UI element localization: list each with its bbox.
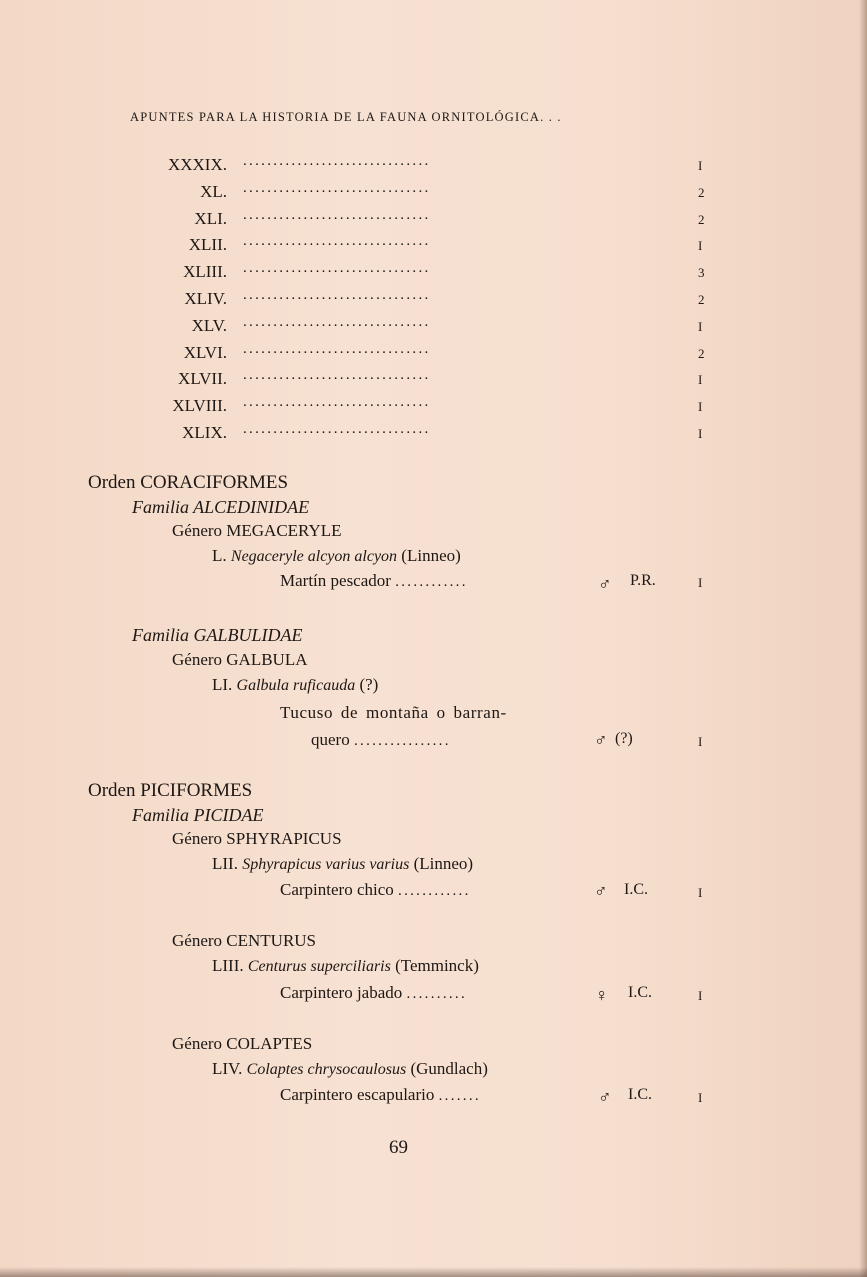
dot-leader: ............................... [243, 314, 431, 330]
roman-list-row [0, 155, 867, 179]
species-line [212, 546, 461, 566]
specimen-count: 2 [698, 346, 705, 361]
species-number: L. [212, 546, 227, 565]
common-name-line [311, 730, 451, 750]
dot-leader: ............................... [243, 341, 431, 357]
specimen-count: I [698, 575, 703, 590]
sex-symbol: ♂ [598, 574, 612, 594]
dot-leader: ............................... [243, 394, 431, 410]
roman-numeral: XLII. [188, 235, 227, 254]
specimen-count: I [698, 1090, 703, 1105]
common-name: Carpintero escapulario [280, 1085, 435, 1104]
sex-symbol: ♂ [594, 730, 608, 750]
specimen-count: I [698, 319, 703, 334]
species-name: Galbula ruficauda [236, 677, 356, 694]
roman-list-row [0, 209, 867, 233]
sex-symbol: ♂ [594, 881, 608, 901]
roman-list-row [0, 423, 867, 447]
dot-leader: ............................... [243, 367, 431, 383]
genus-heading: Género SPHYRAPICUS [172, 829, 342, 848]
common-name-line [280, 880, 471, 900]
roman-list-row [0, 289, 867, 313]
roman-list-row [0, 369, 867, 393]
roman-list-row [0, 396, 867, 420]
specimen-count: I [698, 988, 703, 1003]
order-heading: Orden PICIFORMES [88, 780, 253, 801]
dot-leader: ............................... [243, 233, 431, 249]
running-head: APUNTES PARA LA HISTORIA DE LA FAUNA ORNITOLÓGICA. . . [130, 110, 562, 124]
specimen-count: I [698, 238, 703, 253]
species-name: Negaceryle alcyon alcyon [230, 548, 398, 565]
common-name: Carpintero chico [280, 880, 394, 899]
common-name-continued: quero [311, 730, 350, 749]
dot-leader: ............ [395, 574, 468, 590]
specimen-count: I [698, 885, 703, 900]
species-line [212, 1059, 488, 1079]
roman-numeral: XL. [200, 182, 227, 201]
specimen-count: I [698, 158, 703, 173]
roman-numeral: XLV. [191, 316, 227, 335]
common-name-line [280, 983, 467, 1003]
dot-leader: ............................... [243, 153, 431, 169]
roman-numeral: XLVII. [178, 369, 227, 388]
genus-heading: Género GALBULA [172, 650, 308, 669]
genus-heading: Género MEGACERYLE [172, 521, 342, 540]
specimen-count: 3 [698, 265, 705, 280]
specimen-count: I [698, 399, 703, 414]
dot-leader: ................ [353, 733, 451, 749]
species-number: LIII. [212, 956, 244, 975]
species-line [212, 956, 479, 976]
species-name: Centurus superciliaris [247, 958, 391, 975]
common-name: Carpintero jabado [280, 983, 403, 1002]
roman-numeral: XLIX. [182, 423, 227, 442]
species-number: LII. [212, 854, 238, 873]
locality: I.C. [624, 881, 648, 898]
specimen-count: 2 [698, 185, 705, 200]
species-line [212, 675, 378, 695]
dot-leader: .......... [406, 986, 468, 1002]
roman-numeral: XLVI. [183, 343, 227, 362]
dot-leader: ............................... [243, 207, 431, 223]
sex-symbol: ♀ [595, 985, 609, 1005]
dot-leader: ....... [438, 1088, 481, 1104]
specimen-count: 2 [698, 292, 705, 307]
order-heading: Orden CORACIFORMES [88, 472, 289, 493]
family-heading: Familia ALCEDINIDAE [132, 497, 310, 517]
specimen-count: I [698, 372, 703, 387]
family-heading: Familia GALBULIDAE [132, 625, 303, 645]
genus-heading: Género CENTURUS [172, 931, 317, 950]
species-author: (?) [359, 675, 379, 694]
roman-numeral: XLVIII. [172, 396, 227, 415]
common-name-line [280, 1085, 481, 1105]
dot-leader: ............................... [243, 287, 431, 303]
roman-list-row [0, 182, 867, 206]
locality: I.C. [628, 1086, 652, 1103]
dot-leader: ............................... [243, 180, 431, 196]
roman-list-row [0, 235, 867, 259]
dot-leader: ............ [398, 883, 471, 899]
roman-numeral: XLI. [194, 209, 227, 228]
dot-leader: ............................... [243, 421, 431, 437]
roman-list-row [0, 262, 867, 286]
species-line [212, 854, 473, 874]
dot-leader: ............................... [243, 260, 431, 276]
specimen-count: I [698, 426, 703, 441]
roman-numeral: XLIII. [183, 262, 227, 281]
roman-numeral: XXXIX. [167, 155, 227, 174]
species-number: LIV. [212, 1059, 243, 1078]
roman-list-row [0, 316, 867, 340]
species-author: (Linneo) [401, 546, 461, 565]
sex-symbol: ♂ [598, 1087, 612, 1107]
species-name: Sphyrapicus varius varius [242, 856, 410, 873]
species-author: (Gundlach) [410, 1059, 488, 1078]
page-number: 69 [389, 1137, 408, 1158]
locality: I.C. [628, 984, 652, 1001]
family-heading: Familia PICIDAE [132, 805, 264, 825]
page-bottom-shadow [0, 1267, 867, 1277]
species-author: (Temminck) [395, 956, 479, 975]
locality: P.R. [630, 572, 656, 589]
roman-list-row [0, 343, 867, 367]
locality: (?) [615, 730, 633, 747]
species-author: (Linneo) [413, 854, 474, 873]
specimen-count: 2 [698, 212, 705, 227]
species-name: Colaptes chrysocaulosus [246, 1061, 407, 1078]
common-name-line [280, 571, 468, 591]
specimen-count: I [698, 734, 703, 749]
species-number: LI. [212, 675, 233, 694]
common-name: Martín pescador [280, 571, 391, 590]
roman-numeral: XLIV. [184, 289, 227, 308]
genus-heading: Género COLAPTES [172, 1034, 313, 1053]
common-name: Tucuso de montaña o barran- [280, 703, 507, 722]
